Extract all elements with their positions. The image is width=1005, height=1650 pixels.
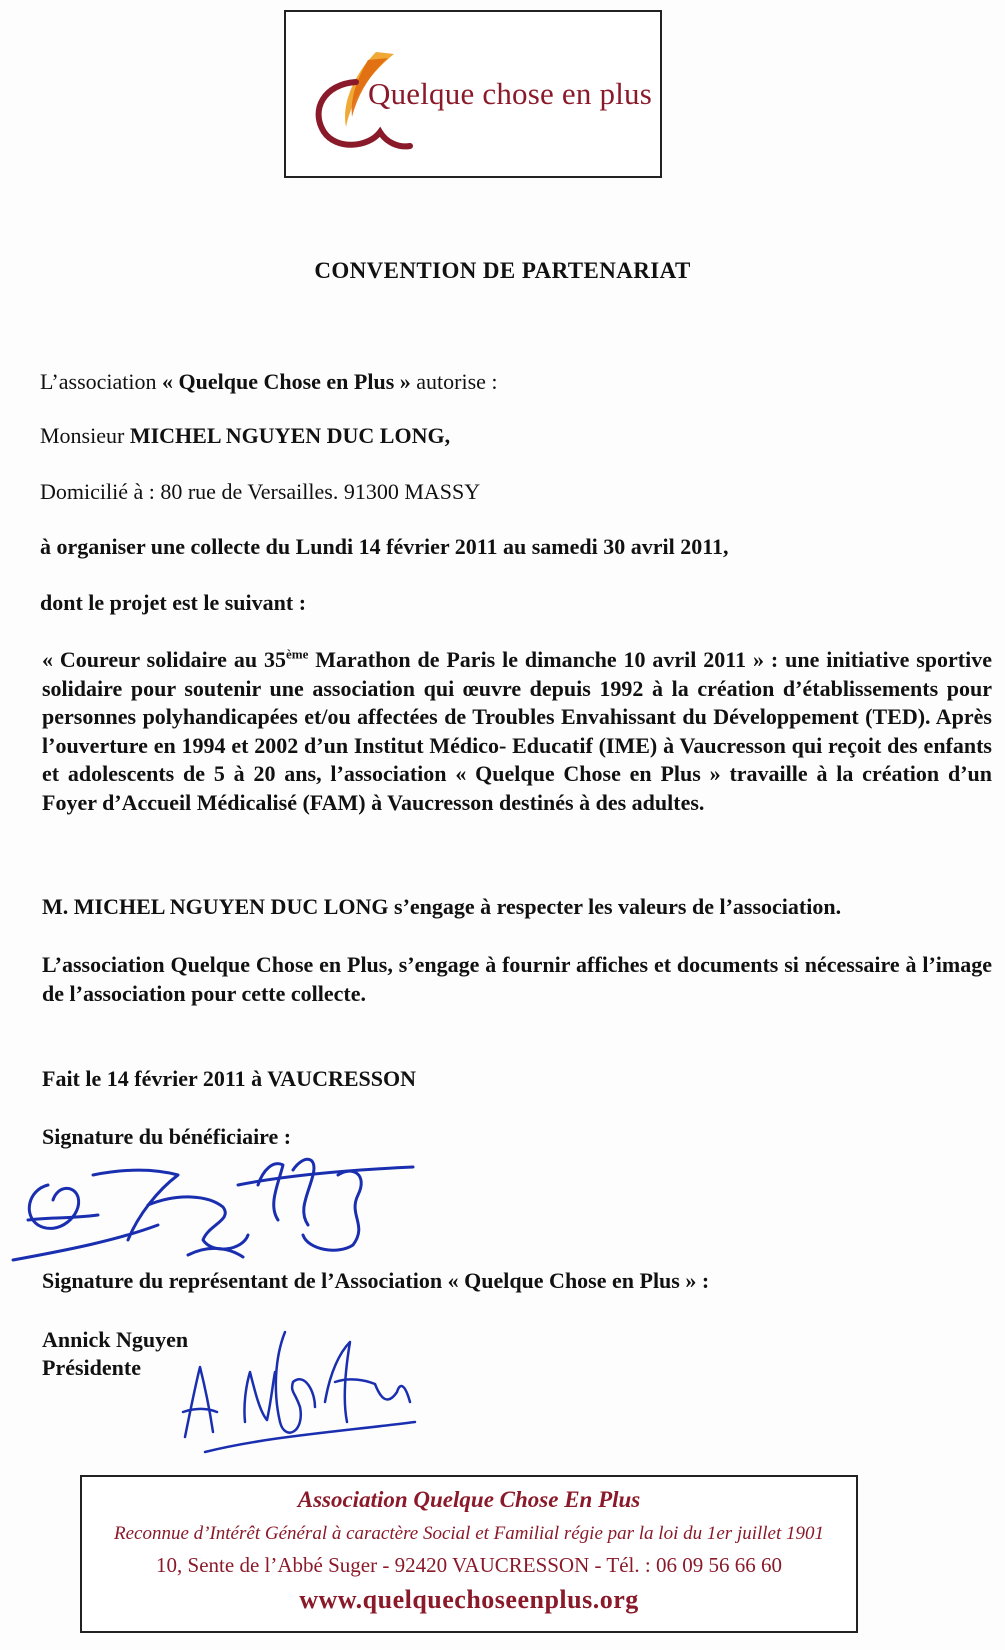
address-line: Domicilié à : 80 rue de Versailles. 91300 MASSY [40,479,481,504]
collect-line: à organiser une collecte du Lundi 14 février 2011 au samedi 30 avril 2011, [40,534,729,559]
project-intro-line: dont le projet est le suivant : [40,590,307,615]
intro-prefix: L’association [40,369,162,394]
logo-text: Quelque chose en plus [368,76,652,111]
commitment-1: M. MICHEL NGUYEN DUC LONG s’engage à respecter les valeurs de l’association. [42,894,842,919]
representative-signature [175,1312,420,1462]
footer-box [80,1475,858,1633]
done-at-line: Fait le 14 février 2011 à VAUCRESSON [42,1066,416,1091]
project-sup: ème [285,646,309,662]
representative-name: Annick Nguyen [42,1327,189,1352]
project-part1: « Coureur solidaire au 35 [42,647,286,672]
intro-org: « Quelque Chose en Plus » [162,369,411,394]
footer-recognition: Reconnue d’Intérêt Général à caractère Social et Familial régie par la loi du 1er juillet 1901 [113,1523,825,1544]
project-part2: Marathon de Paris le dimanche 10 avril 2011 » : une initiative sportive solidaire pour soutenir une association qui œuvre depuis 1992 à la création d’établissements pour personnes polyhandicapées et/ou affectées de Troubles Envahissant du Développement (TED). Après l’ouverture en 1994 et 2002 d’un Institut Médico- Educatif (IME) à Vaucresson qui reçoit des enfants et adolescents de 5 à 20 ans, l’association « Quelque Chose en Plus » travaille à la création d’un Foyer d’Accueil Médicalisé (FAM) à Vaucresson destinés à des adultes. [42,647,992,815]
footer-address: 10, Sente de l’Abbé Suger - 92420 VAUCRESSON - Tél. : 06 09 56 66 60 [156,1553,782,1577]
signature-rep-label: Signature du représentant de l’Association « Quelque Chose en Plus » : [42,1268,710,1293]
footer-website[interactable]: www.quelquechoseenplus.org [299,1585,639,1614]
project-paragraph [42,646,992,817]
representative-role: Présidente [42,1355,141,1380]
beneficiary-signature [8,1145,418,1270]
footer-org: Association Quelque Chose En Plus [297,1487,641,1512]
document-title: CONVENTION DE PARTENARIAT [314,258,691,283]
intro-line [40,369,498,395]
beneficiary-name: MICHEL NGUYEN DUC LONG, [129,423,451,448]
commitment-2: L’association Quelque Chose en Plus, s’engage à fournir affiches et documents si nécessaire à l’image de l’association pour cette collecte. [42,952,992,1006]
beneficiary-line [40,423,450,449]
intro-suffix: autorise : [410,369,498,394]
beneficiary-civility: Monsieur [40,423,130,448]
signature-beneficiary-label: Signature du bénéficiaire : [42,1124,292,1149]
logo-box [284,10,662,178]
